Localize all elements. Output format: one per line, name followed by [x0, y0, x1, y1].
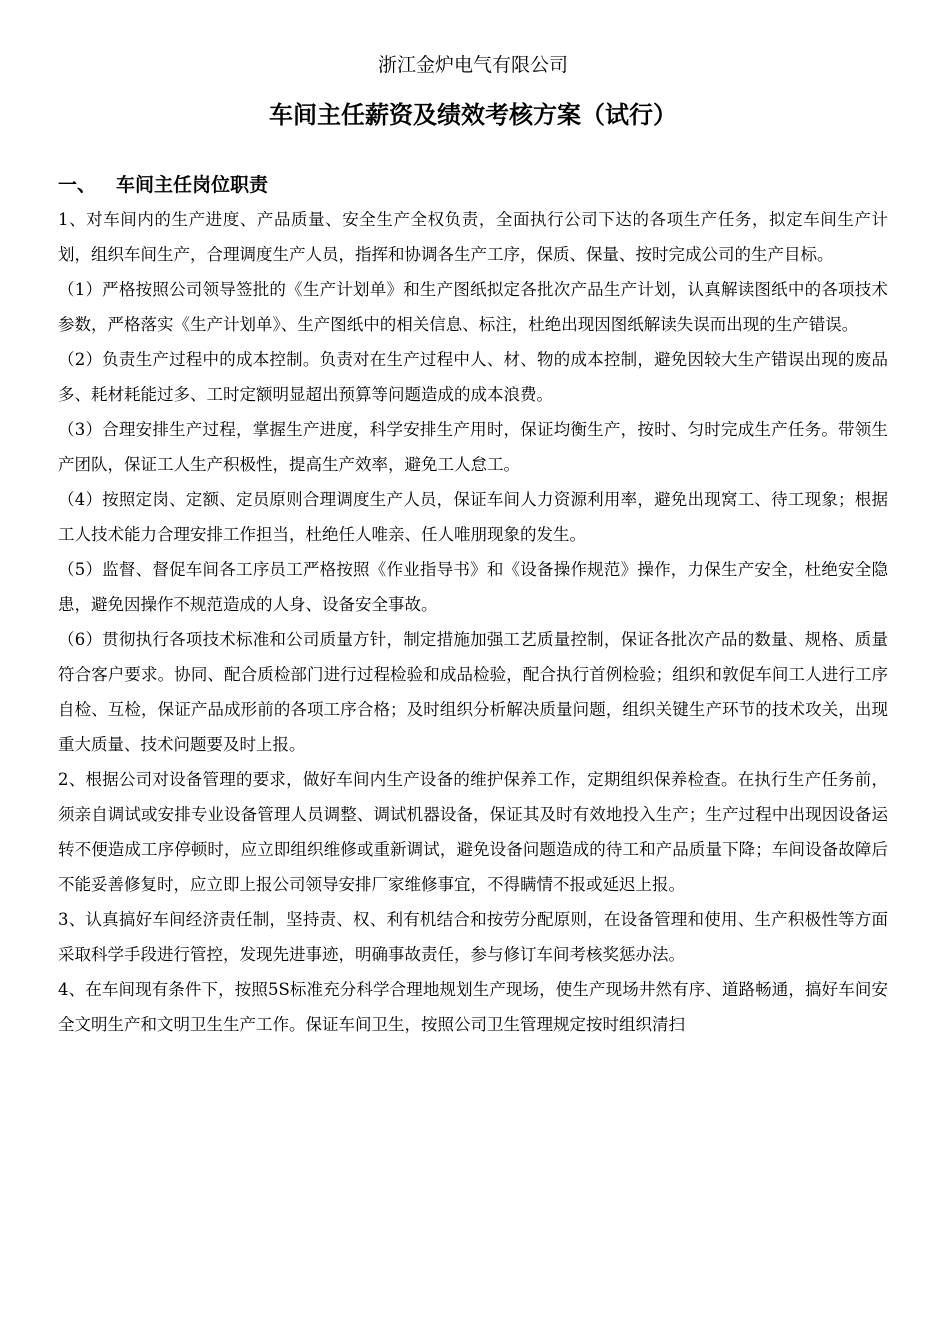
paragraph: （2）负责生产过程中的成本控制。负责对在生产过程中人、材、物的成本控制，避免因较大生产错误出现的废品多、耗材耗能过多、工时定额明显超出预算等问题造成的成本浪费。: [58, 350, 888, 404]
section-body: [58, 202, 888, 1042]
section-number: 一、: [58, 174, 97, 196]
paragraph: 3、认真搞好车间经济责任制，坚持责、权、利有机结合和按劳分配原则，在设备管理和使用、生产积极性等方面采取科学手段进行管控，发现先进事迹，明确事故责任，参与修订车间考核奖惩办法。: [58, 910, 888, 964]
paragraph: （6）贯彻执行各项技术标准和公司质量方针，制定措施加强工艺质量控制，保证各批次产品的数量、规格、质量符合客户要求。协同、配合质检部门进行过程检验和成品检验，配合执行首例检验；组织和敦促车间工人进行工序自检、互检，保证产品成形前的各项工序合格；及时组织分析解决质量问题，组织关键生产环节的技术攻关，出现重大质量、技术问题要及时上报。: [58, 630, 888, 754]
paragraph: （3）合理安排生产过程，掌握生产进度，科学安排生产用时，保证均衡生产，按时、匀时完成生产任务。带领生产团队，保证工人生产积极性，提高生产效率，避免工人怠工。: [58, 420, 888, 474]
section-title: 车间主任岗位职责: [116, 174, 269, 196]
paragraph: （1）严格按照公司领导签批的《生产计划单》和生产图纸拟定各批次产品生产计划，认真解读图纸中的各项技术参数，严格落实《生产计划单》、生产图纸中的相关信息、标注，杜绝出现因图纸解读失误而出现的生产错误。: [58, 280, 888, 334]
document-title: 车间主任薪资及绩效考核方案（试行）: [269, 101, 677, 129]
paragraph: （5）监督、督促车间各工序员工严格按照《作业指导书》和《设备操作规范》操作，力保生产安全，杜绝安全隐患，避免因操作不规范造成的人身、设备安全事故。: [58, 560, 888, 614]
document-page: [58, 50, 888, 1042]
paragraph: 4、在车间现有条件下，按照5S标准充分科学合理地规划生产现场，使生产现场井然有序、道路畅通，搞好车间安全文明生产和文明卫生生产工作。保证车间卫生，按照公司卫生管理规定按时组织清扫: [58, 980, 888, 1034]
paragraph: （4）按照定岗、定额、定员原则合理调度生产人员，保证车间人力资源利用率，避免出现窝工、待工现象；根据工人技术能力合理安排工作担当，杜绝任人唯亲、任人唯朋现象的发生。: [58, 490, 888, 544]
section-heading: [58, 170, 888, 200]
paragraph: 1、对车间内的生产进度、产品质量、安全生产全权负责，全面执行公司下达的各项生产任务，拟定车间生产计划，组织车间生产，合理调度生产人员，指挥和协调各生产工序，保质、保量、按时完成公司的生产目标。: [58, 210, 888, 264]
company-name: 浙江金炉电气有限公司: [377, 54, 568, 76]
paragraph: 2、根据公司对设备管理的要求，做好车间内生产设备的维护保养工作，定期组织保养检查。在执行生产任务前，须亲自调试或安排专业设备管理人员调整、调试机器设备，保证其及时有效地投入生产；生产过程中出现因设备运转不便造成工序停顿时，应立即组织维修或重新调试，避免设备问题造成的待工和产品质量下降；车间设备故障后不能妥善修复时，应立即上报公司领导安排厂家维修事宜，不得瞒情不报或延迟上报。: [58, 770, 888, 894]
